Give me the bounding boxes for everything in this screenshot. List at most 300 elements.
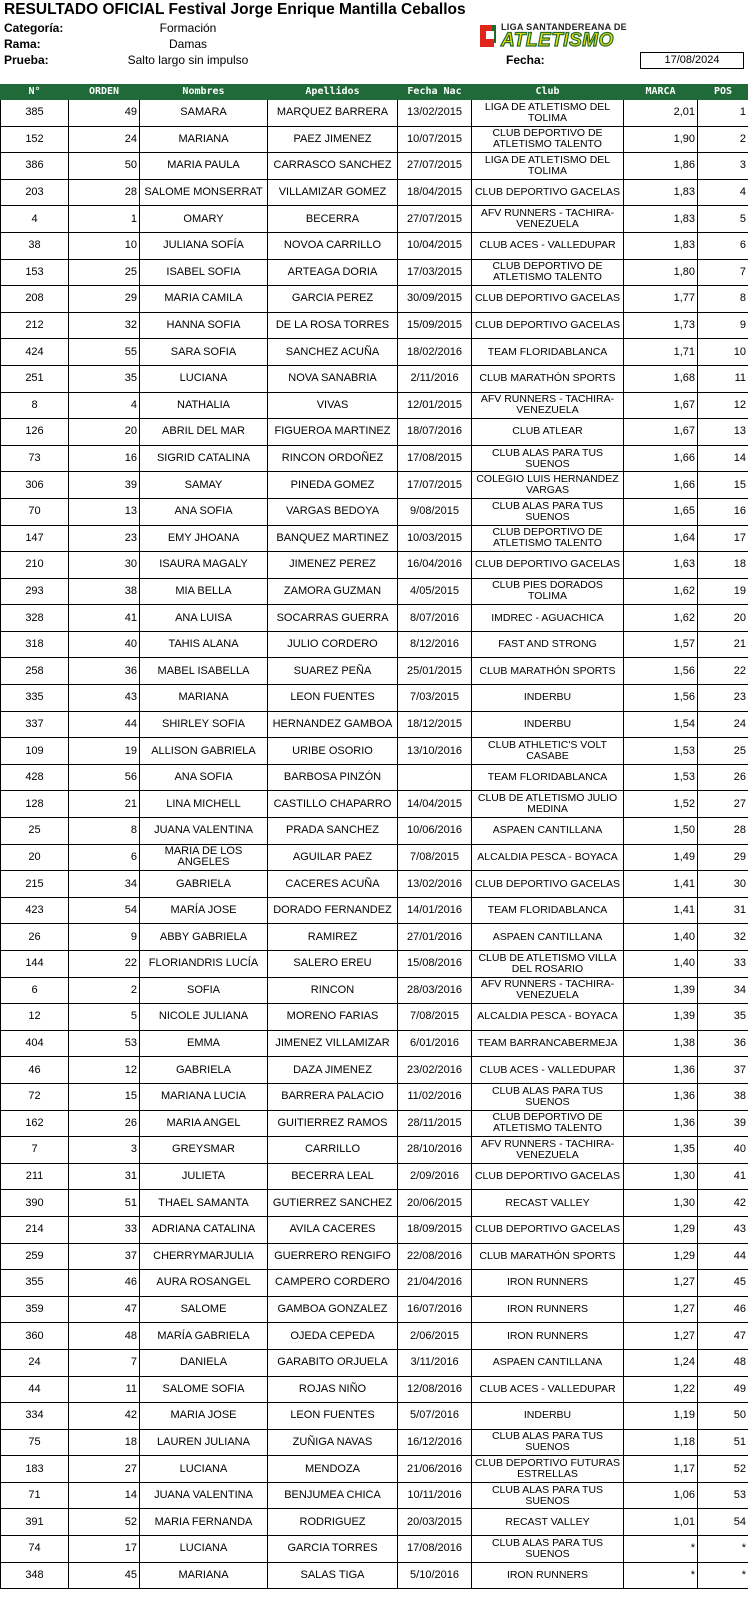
cell-pos: 6 [698,232,748,259]
cell-num: 337 [1,711,69,738]
cell-nombres: ADRIANA CATALINA [140,1216,268,1243]
cell-num: 385 [1,100,69,127]
cell-nombres: MIA BELLA [140,578,268,605]
cell-club: COLEGIO LUIS HERNANDEZ VARGAS [472,472,624,499]
cell-club: IRON RUNNERS [472,1270,624,1297]
cell-orden: 12 [69,1057,140,1084]
cell-fecha-nac: 10/11/2016 [398,1482,472,1509]
cell-num: 8 [1,392,69,419]
cell-nombres: MARÍA GABRIELA [140,1323,268,1350]
categoria-label: Categoría: [4,21,64,35]
cell-apellidos: HERNANDEZ GAMBOA [268,711,398,738]
cell-marca: 1,36 [624,1057,698,1084]
table-row [1,897,748,924]
cell-num: 147 [1,525,69,552]
table-row [1,286,748,313]
cell-club: ASPAEN CANTILLANA [472,818,624,845]
cell-pos: 54 [698,1509,748,1536]
cell-num: 404 [1,1030,69,1057]
cell-marca: 1,62 [624,578,698,605]
cell-nombres: GREYSMAR [140,1137,268,1164]
cell-nombres: MARIA FERNANDA [140,1509,268,1536]
cell-pos: 27 [698,791,748,818]
cell-club: ALCALDIA PESCA - BOYACA [472,844,624,871]
cell-fecha-nac: 27/07/2015 [398,206,472,233]
cell-club: CLUB DEPORTIVO DE ATLETISMO TALENTO [472,525,624,552]
cell-pos: 22 [698,658,748,685]
cell-club: LIGA DE ATLETISMO DEL TOLIMA [472,100,624,127]
fecha-label: Fecha: [506,53,545,67]
cell-nombres: EMMA [140,1030,268,1057]
cell-marca: 1,67 [624,419,698,446]
cell-orden: 38 [69,578,140,605]
cell-marca: 1,27 [624,1323,698,1350]
table-row [1,1163,748,1190]
cell-pos: 42 [698,1190,748,1217]
cell-pos: * [698,1536,748,1563]
cell-num: 386 [1,153,69,180]
cell-club: CLUB ACES - VALLEDUPAR [472,1376,624,1403]
table-row [1,498,748,525]
cell-orden: 34 [69,871,140,898]
cell-club: INDERBU [472,1403,624,1430]
cell-orden: 44 [69,711,140,738]
fecha-value: 17/08/2024 [640,52,744,69]
cell-fecha-nac: 28/11/2015 [398,1110,472,1137]
cell-marca: 1,18 [624,1429,698,1456]
cell-club: CLUB DEPORTIVO GACELAS [472,1163,624,1190]
cell-apellidos: RODRIGUEZ [268,1509,398,1536]
cell-club: AFV RUNNERS - TACHIRA-VENEZUELA [472,1137,624,1164]
page-title: RESULTADO OFICIAL Festival Jorge Enrique Mantilla Ceballos [4,1,466,18]
table-row [1,1349,748,1376]
cell-pos: 21 [698,631,748,658]
cell-num: 20 [1,844,69,871]
cell-apellidos: JIMENEZ VILLAMIZAR [268,1030,398,1057]
cell-fecha-nac: 10/03/2015 [398,525,472,552]
cell-fecha-nac: 25/01/2015 [398,658,472,685]
cell-marca: 1,86 [624,153,698,180]
cell-apellidos: BARRERA PALACIO [268,1083,398,1110]
table-row [1,711,748,738]
table-row [1,472,748,499]
cell-club: ASPAEN CANTILLANA [472,924,624,951]
cell-orden: 54 [69,897,140,924]
table-row [1,1562,748,1589]
cell-num: 334 [1,1403,69,1430]
table-row [1,1083,748,1110]
cell-pos: 26 [698,764,748,791]
cell-pos: 15 [698,472,748,499]
cell-orden: 10 [69,232,140,259]
cell-marca: 1,53 [624,764,698,791]
cell-marca: 1,68 [624,365,698,392]
cell-num: 74 [1,1536,69,1563]
cell-nombres: MARIA JOSE [140,1403,268,1430]
cell-fecha-nac: 15/08/2016 [398,951,472,978]
cell-num: 391 [1,1509,69,1536]
cell-marca: 1,54 [624,711,698,738]
cell-fecha-nac: 5/07/2016 [398,1403,472,1430]
cell-num: 38 [1,232,69,259]
table-row [1,791,748,818]
cell-apellidos: FIGUEROA MARTINEZ [268,419,398,446]
prueba-value: Salto largo sin impulso [127,53,249,67]
cell-apellidos: NOVA SANABRIA [268,365,398,392]
cell-num: 423 [1,897,69,924]
cell-club: TEAM FLORIDABLANCA [472,339,624,366]
cell-pos: 49 [698,1376,748,1403]
cell-club: IRON RUNNERS [472,1562,624,1589]
table-row [1,631,748,658]
cell-orden: 46 [69,1270,140,1297]
cell-orden: 8 [69,818,140,845]
cell-marca: 1,06 [624,1482,698,1509]
cell-nombres: LUCIANA [140,1536,268,1563]
cell-marca: 1,65 [624,498,698,525]
table-row [1,1110,748,1137]
categoria-value: Formación [159,21,217,35]
cell-nombres: FLORIANDRIS LUCÍA [140,951,268,978]
cell-club: CLUB DEPORTIVO GACELAS [472,871,624,898]
cell-fecha-nac: 2/06/2015 [398,1323,472,1350]
cell-nombres: THAEL SAMANTA [140,1190,268,1217]
cell-club: CLUB ATLEAR [472,419,624,446]
cell-nombres: MARIANA LUCIA [140,1083,268,1110]
cell-fecha-nac: 20/03/2015 [398,1509,472,1536]
cell-orden: 48 [69,1323,140,1350]
cell-orden: 41 [69,605,140,632]
cell-apellidos: URIBE OSORIO [268,738,398,765]
cell-apellidos: LEON FUENTES [268,685,398,712]
table-row [1,445,748,472]
cell-orden: 29 [69,286,140,313]
table-row [1,206,748,233]
cell-club: CLUB ALAS PARA TUS SUENOS [472,1429,624,1456]
cell-nombres: MARIANA [140,126,268,153]
cell-nombres: SHIRLEY SOFIA [140,711,268,738]
cell-fecha-nac: 14/01/2016 [398,897,472,924]
cell-apellidos: CACERES ACUÑA [268,871,398,898]
cell-orden: 27 [69,1456,140,1483]
table-row [1,1456,748,1483]
cell-fecha-nac: 21/06/2016 [398,1456,472,1483]
cell-apellidos: ROJAS NIÑO [268,1376,398,1403]
cell-nombres: ABBY GABRIELA [140,924,268,951]
cell-fecha-nac: 8/12/2016 [398,631,472,658]
table-row [1,179,748,206]
cell-num: 424 [1,339,69,366]
cell-orden: 31 [69,1163,140,1190]
cell-orden: 52 [69,1509,140,1536]
cell-marca: 1,66 [624,445,698,472]
cell-num: 71 [1,1482,69,1509]
cell-pos: 24 [698,711,748,738]
cell-marca: 1,36 [624,1110,698,1137]
cell-orden: 28 [69,179,140,206]
cell-pos: 52 [698,1456,748,1483]
cell-num: 46 [1,1057,69,1084]
cell-club: CLUB DEPORTIVO DE ATLETISMO TALENTO [472,259,624,286]
cell-fecha-nac: 28/10/2016 [398,1137,472,1164]
cell-nombres: GABRIELA [140,871,268,898]
table-row [1,1509,748,1536]
cell-apellidos: GUERRERO RENGIFO [268,1243,398,1270]
cell-num: 25 [1,818,69,845]
cell-pos: 12 [698,392,748,419]
cell-pos: 19 [698,578,748,605]
cell-num: 359 [1,1296,69,1323]
table-row [1,153,748,180]
cell-apellidos: PINEDA GOMEZ [268,472,398,499]
cell-pos: 51 [698,1429,748,1456]
cell-marca: 1,73 [624,312,698,339]
cell-apellidos: GARABITO ORJUELA [268,1349,398,1376]
cell-orden: 37 [69,1243,140,1270]
cell-orden: 17 [69,1536,140,1563]
cell-fecha-nac: 13/10/2016 [398,738,472,765]
cell-marca: 1,57 [624,631,698,658]
cell-orden: 26 [69,1110,140,1137]
cell-club: CLUB ALAS PARA TUS SUENOS [472,445,624,472]
logo-line1: LIGA SANTANDEREANA DE [501,22,627,32]
cell-pos: 23 [698,685,748,712]
cell-apellidos: GUITIERREZ RAMOS [268,1110,398,1137]
cell-marca: 1,19 [624,1403,698,1430]
cell-fecha-nac: 8/07/2016 [398,605,472,632]
cell-nombres: ISAURA MAGALY [140,552,268,579]
cell-num: 348 [1,1562,69,1589]
cell-num: 153 [1,259,69,286]
cell-num: 24 [1,1349,69,1376]
cell-apellidos: GAMBOA GONZALEZ [268,1296,398,1323]
cell-nombres: MABEL ISABELLA [140,658,268,685]
cell-marca: 2,01 [624,100,698,127]
cell-apellidos: MARQUEZ BARRERA [268,100,398,127]
table-row [1,924,748,951]
cell-num: 258 [1,658,69,685]
cell-num: 4 [1,206,69,233]
cell-apellidos: SOCARRAS GUERRA [268,605,398,632]
cell-marca: 1,62 [624,605,698,632]
cell-orden: 55 [69,339,140,366]
cell-num: 211 [1,1163,69,1190]
cell-apellidos: GUTIERREZ SANCHEZ [268,1190,398,1217]
cell-orden: 50 [69,153,140,180]
cell-apellidos: CAMPERO CORDERO [268,1270,398,1297]
table-row [1,1243,748,1270]
cell-fecha-nac [398,764,472,791]
table-row [1,764,748,791]
cell-pos: 31 [698,897,748,924]
cell-num: 144 [1,951,69,978]
cell-club: CLUB MARATHÓN SPORTS [472,1243,624,1270]
cell-nombres: MARIA CAMILA [140,286,268,313]
cell-nombres: NATHALIA [140,392,268,419]
cell-nombres: MARIANA [140,685,268,712]
table-row [1,392,748,419]
cell-orden: 32 [69,312,140,339]
cell-num: 293 [1,578,69,605]
table-row [1,1376,748,1403]
cell-fecha-nac: 13/02/2015 [398,100,472,127]
column-header-pos: POS [698,85,748,100]
cell-fecha-nac: 7/03/2015 [398,685,472,712]
cell-marca: 1,17 [624,1456,698,1483]
cell-apellidos: DAZA JIMENEZ [268,1057,398,1084]
cell-marca: 1,38 [624,1030,698,1057]
cell-pos: 8 [698,286,748,313]
cell-club: IRON RUNNERS [472,1296,624,1323]
cell-num: 73 [1,445,69,472]
table-row [1,818,748,845]
cell-num: 251 [1,365,69,392]
cell-fecha-nac: 16/07/2016 [398,1296,472,1323]
cell-apellidos: BECERRA [268,206,398,233]
cell-orden: 4 [69,392,140,419]
cell-club: LIGA DE ATLETISMO DEL TOLIMA [472,153,624,180]
cell-num: 70 [1,498,69,525]
cell-orden: 39 [69,472,140,499]
cell-orden: 42 [69,1403,140,1430]
cell-fecha-nac: 23/02/2016 [398,1057,472,1084]
cell-club: IMDREC - AGUACHICA [472,605,624,632]
column-header-marca: MARCA [624,85,698,100]
cell-num: 355 [1,1270,69,1297]
cell-apellidos: VIVAS [268,392,398,419]
cell-club: AFV RUNNERS - TACHIRA-VENEZUELA [472,206,624,233]
cell-nombres: SALOME [140,1296,268,1323]
cell-apellidos: RINCON ORDOÑEZ [268,445,398,472]
cell-num: 183 [1,1456,69,1483]
cell-nombres: AURA ROSANGEL [140,1270,268,1297]
cell-apellidos: RAMIREZ [268,924,398,951]
cell-marca: 1,83 [624,232,698,259]
table-row [1,1536,748,1563]
cell-marca: 1,29 [624,1216,698,1243]
cell-orden: 43 [69,685,140,712]
cell-fecha-nac: 30/09/2015 [398,286,472,313]
cell-pos: 7 [698,259,748,286]
cell-pos: 41 [698,1163,748,1190]
cell-pos: 16 [698,498,748,525]
table-row [1,605,748,632]
cell-nombres: ANA SOFIA [140,764,268,791]
cell-fecha-nac: 18/04/2015 [398,179,472,206]
cell-nombres: MARIANA [140,1562,268,1589]
cell-fecha-nac: 10/04/2015 [398,232,472,259]
cell-marca: * [624,1562,698,1589]
cell-marca: 1,22 [624,1376,698,1403]
cell-num: 162 [1,1110,69,1137]
cell-club: AFV RUNNERS - TACHIRA-VENEZUELA [472,977,624,1004]
cell-club: CLUB ALAS PARA TUS SUENOS [472,1083,624,1110]
table-row [1,365,748,392]
cell-nombres: JULIANA SOFÍA [140,232,268,259]
cell-num: 109 [1,738,69,765]
cell-num: 75 [1,1429,69,1456]
cell-num: 215 [1,871,69,898]
cell-marca: 1,30 [624,1163,698,1190]
cell-orden: 14 [69,1482,140,1509]
cell-marca: 1,52 [624,791,698,818]
rama-label: Rama: [4,37,41,51]
cell-club: CLUB DEPORTIVO FUTURAS ESTRELLAS [472,1456,624,1483]
cell-apellidos: ZUÑIGA NAVAS [268,1429,398,1456]
cell-pos: 50 [698,1403,748,1430]
cell-nombres: LINA MICHELL [140,791,268,818]
cell-fecha-nac: 12/01/2015 [398,392,472,419]
cell-orden: 5 [69,1004,140,1031]
cell-pos: 1 [698,100,748,127]
cell-nombres: CHERRYMARJULIA [140,1243,268,1270]
cell-club: CLUB MARATHÓN SPORTS [472,365,624,392]
cell-marca: 1,41 [624,871,698,898]
table-row [1,844,748,871]
cell-club: RECAST VALLEY [472,1190,624,1217]
table-header-row [1,85,748,100]
table-row [1,339,748,366]
cell-orden: 33 [69,1216,140,1243]
cell-club: RECAST VALLEY [472,1509,624,1536]
cell-apellidos: LEON FUENTES [268,1403,398,1430]
cell-num: 306 [1,472,69,499]
cell-marca: 1,64 [624,525,698,552]
table-row [1,1004,748,1031]
cell-num: 428 [1,764,69,791]
cell-apellidos: PAEZ JIMENEZ [268,126,398,153]
cell-nombres: NICOLE JULIANA [140,1004,268,1031]
table-row [1,552,748,579]
cell-pos: 9 [698,312,748,339]
cell-orden: 56 [69,764,140,791]
cell-apellidos: OJEDA CEPEDA [268,1323,398,1350]
cell-club: CLUB ACES - VALLEDUPAR [472,232,624,259]
cell-fecha-nac: 18/09/2015 [398,1216,472,1243]
cell-marca: 1,40 [624,951,698,978]
cell-pos: 43 [698,1216,748,1243]
cell-pos: 53 [698,1482,748,1509]
cell-orden: 53 [69,1030,140,1057]
cell-apellidos: ZAMORA GUZMAN [268,578,398,605]
table-row [1,1323,748,1350]
cell-orden: 23 [69,525,140,552]
cell-marca: 1,66 [624,472,698,499]
table-row [1,1190,748,1217]
cell-pos: 32 [698,924,748,951]
cell-pos: 25 [698,738,748,765]
liga-logo-icon [478,23,498,49]
table-row [1,1403,748,1430]
cell-fecha-nac: 18/07/2016 [398,419,472,446]
cell-orden: 1 [69,206,140,233]
cell-nombres: TAHIS ALANA [140,631,268,658]
cell-nombres: SAMAY [140,472,268,499]
cell-marca: 1,24 [624,1349,698,1376]
cell-orden: 7 [69,1349,140,1376]
table-row [1,871,748,898]
cell-club: CLUB DEPORTIVO GACELAS [472,312,624,339]
cell-orden: 24 [69,126,140,153]
cell-fecha-nac: 14/04/2015 [398,791,472,818]
cell-nombres: SOFIA [140,977,268,1004]
cell-club: CLUB DE ATLETISMO VILLA DEL ROSARIO [472,951,624,978]
cell-nombres: JUANA VALENTINA [140,1482,268,1509]
cell-marca: 1,63 [624,552,698,579]
cell-marca: 1,29 [624,1243,698,1270]
cell-nombres: OMARY [140,206,268,233]
cell-nombres: SAMARA [140,100,268,127]
